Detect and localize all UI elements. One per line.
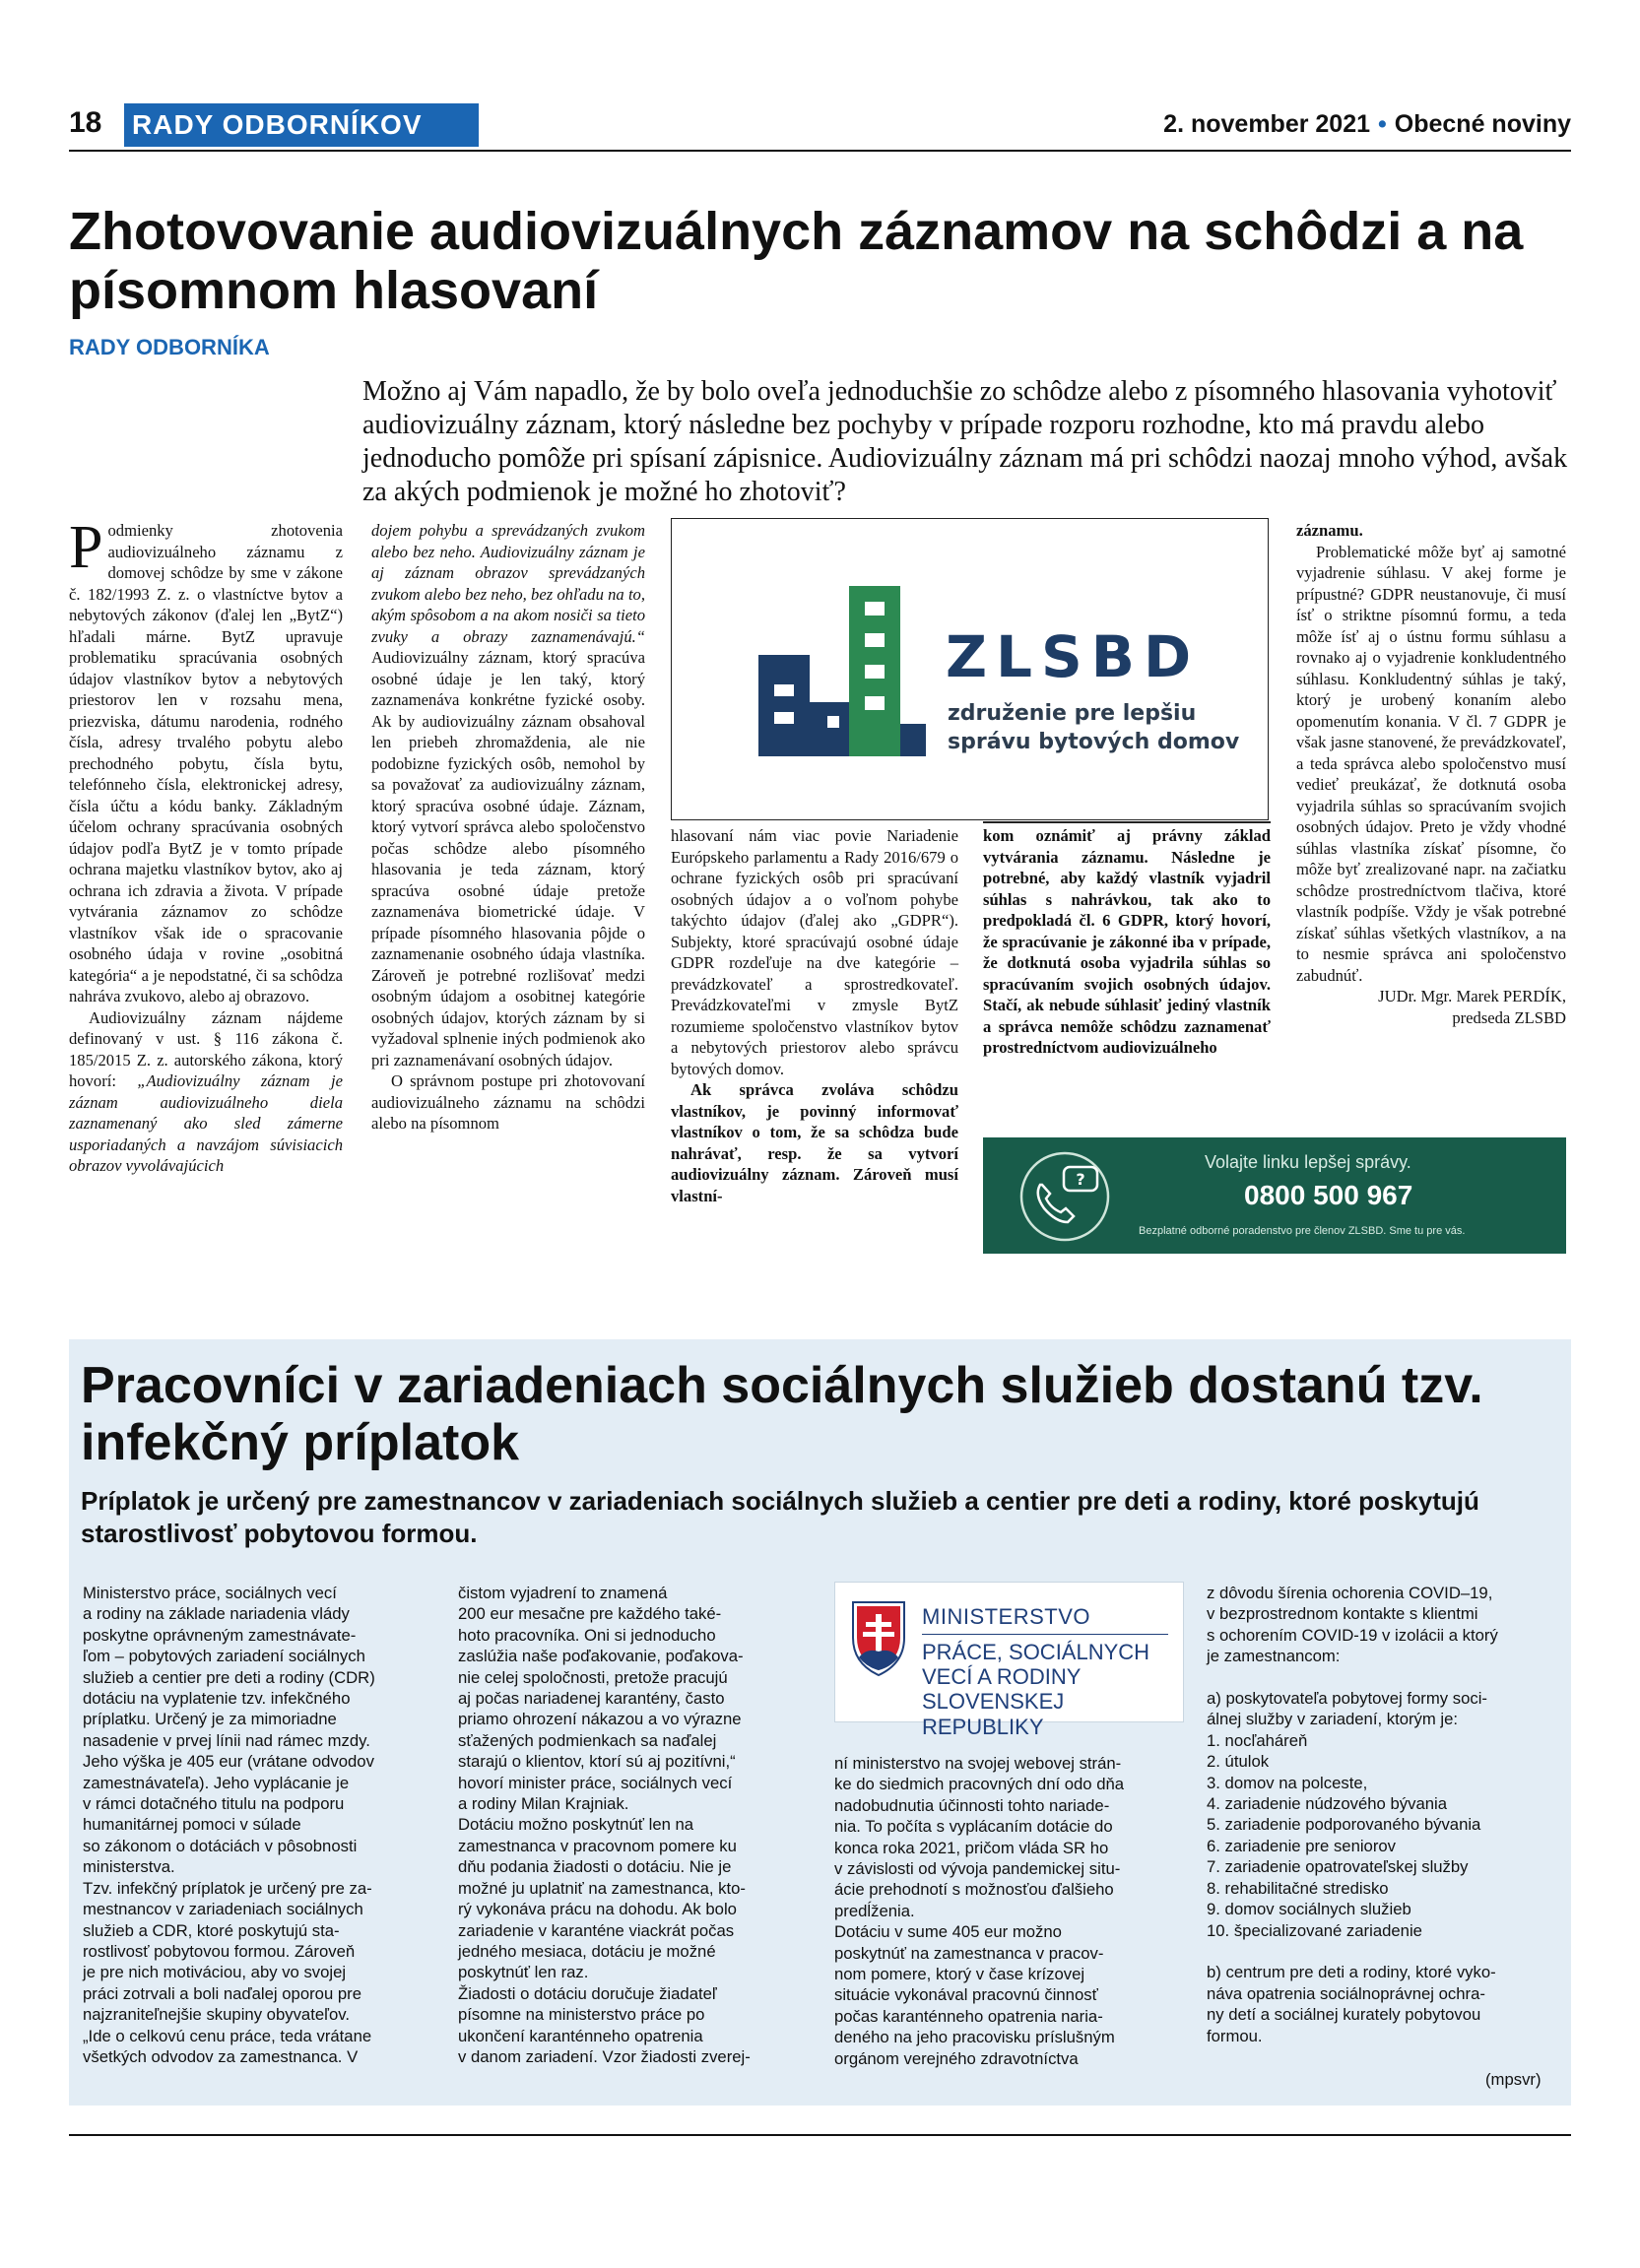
zlsbd-logo-line2: správu bytových domov: [948, 730, 1240, 754]
paragraph: Audiovizuálny záznam nájdeme definovaný v ust. § 116 zákona č. 185/2015 Z. z. autorského zákona, ktorý hovorí:: [69, 1007, 343, 1090]
paragraph: Problematické môže byť aj samotné vyjadrenie súhlasu. V akej forme je prípustné? GDPR neustanovuje, či musí ísť o striktne písomnú formu, a teda môže ísť aj o ústnu formu súhlasu a rovnako aj o vyjadrenie konkludentného súhlasu. Konkludentný súhlas je taký, ktorý je urobený konaním alebo opomenutím konania. V čl. 7 GDPR je však jasne stanovené, že prevádzkovateľ, a teda správca alebo spoločenstvo musí vedieť preukázať, že dotknutá osoba vyjadrila súhlas so spracúvaním svojich osobných údajov. Preto je vždy vhodné súhlas vlastníka získať písomne, čo môže byť zrealizované napr. na začiatku schôdze prostredníctvom tlačiva, ktoré vlastník podpíše. Vždy je však potrebné získať súhlas všetkých vlastníkov, a na to nesmie správca ani spoločenstvo zabudnúť.: [1296, 542, 1566, 985]
article1-column-2: [371, 520, 645, 1134]
separator-dot: •: [1378, 110, 1387, 138]
bottom-rule: [69, 2134, 1571, 2136]
header-rule: [69, 150, 1571, 152]
page-number: 18: [69, 106, 102, 139]
publication-name: Obecné noviny: [1394, 110, 1571, 138]
article1-kicker: RADY ODBORNÍKA: [69, 335, 270, 359]
ministry-logo: [834, 1582, 1184, 1739]
article1-column-1: [69, 514, 343, 1177]
dropcap: P: [69, 514, 103, 581]
ministry-logo-line1: MINISTERSTVO: [922, 1604, 1091, 1629]
article2-lead: Príplatok je určený pre zamestnancov v zariadeniach sociálnych služieb a centier pre deti a rodiny, ktoré poskytujú starostlivosť pobytovou formou.: [81, 1486, 1479, 1548]
article2-source: (mpsvr): [1485, 2070, 1542, 2089]
article1-column-3: [671, 825, 958, 1206]
ministry-logo-line4: SLOVENSKEJ REPUBLIKY: [922, 1689, 1065, 1739]
paragraph: hlasovaní nám viac povie Nariadenie Európskeho parlamentu a Rady 2016/679 o ochrane fyzických osôb pri spracúvaní osobných údajov a o voľnom pohybe takýchto údajov (ďalej ako „GDPR“). Subjekty, ktoré spracúvajú osobné údaje GDPR rozdeľuje na dve kategórie – prevádzkovateľ a sprostredkovateľ. Prevádzkovateľmi v zmysle BytZ rozumieme spoločenstvo vlastníkov bytov a nebytových priestorov alebo správcu bytových domov.: [671, 826, 958, 1078]
hotline-note: Bezplatné odborné poradenstvo pre členov ZLSBD. Sme tu pre vás.: [1139, 1225, 1466, 1237]
ministry-logo-line2: PRÁCE, SOCIÁLNYCH: [922, 1640, 1150, 1664]
article1-title: Zhotovovanie audiovizuálnych záznamov na schôdzi a na písomnom hlasovaní: [69, 202, 1524, 320]
paragraph: Audiovizuálny záznam, ktorý spracúva osobné údaje je len taký, ktorý zaznamenáva konkrétne fyzické osoby. Ak by audiovizuálny záznam obsahoval len priebeh zhromaždenia, ale nie podobizne fyzických osôb, nemohol by sa považovať za audiovizuálny záznam, ktorý spracúva osobné údaje. Záznam, ktorý vytvorí správca alebo spoločenstvo počas schôdze alebo písomného hlasovania je teda záznam, ktorý spracúva osobné údaje pretože zaznamenáva biometrické údaje. V prípade písomného hlasovania pôjde o zaznamenanie osobného údaja vlastníka. Zároveň je potrebné rozlišovať medzi osobným údajom a osobitnej kategórie osobných údajov, ktorých záznam by si vyžadoval splnenie iných podmienok ako pri zaznamenávaní osobných údajov.: [371, 648, 645, 1069]
zlsbd-logo-name: ZLSBD: [946, 623, 1201, 690]
bold-paragraph: záznamu.: [1296, 521, 1363, 540]
zlsbd-logo: [671, 518, 1269, 820]
quote: „Audiovizuálny záznam je záznam audiovizuálneho diela zaznamenaný ako sled zámerne usporiadaných a navzájom súvisiacich obrazov vyvolávajúcich: [69, 1071, 343, 1175]
article2-column-3: ní ministerstvo na svojej webovej strán- ke do siedmich pracovných dní odo dňa nadobudnutia účinnosti tohto nariade- nia. To počíta s vyplácaním dotácie do konca roka 2021, pričom vláda SR ho v závislosti od vývoja pandemickej situ- ácie prehodnotí s možnosťou ďalšieho predĺženia. Dotáciu v sume 405 eur možno poskytnúť na zamestnanca v pracov- nom pomere, ktorý v čase krízovej situácie vykonával pracovnú činnosť počas karanténneho opatrenia naria- deného na jeho pracovisku príslušným orgánom verejného zdravotníctva: [834, 1754, 1125, 2068]
issue-info: [1163, 110, 1571, 139]
issue-date: 2. november 2021: [1163, 110, 1371, 138]
article2-column-4: z dôvodu šírenia ochorenia COVID–19, v bezprostrednom kontakte s klientmi s ochorením COVID-19 v izolácii a ktorý je zamestnancom: a) poskytovateľa pobytovej formy soci- álnej služby v zariadení, ktorým je: 1. nocľaháreň 2. útulok 3. domov na polceste, 4. zariadenie núdzového bývania 5. zariadenie podporovaného bývania 6. zariadenie pre seniorov 7. zariadenie opatrovateľskej služby 8. rehabilitačné stredisko 9. domov sociálnych služieb 10. špecializované zariadenie b) centrum pre deti a rodiny, ktoré vyko- náva opatrenia sociálnoprávnej ochra- ny detí a sociálnej kurately pobytovou formou.: [1207, 1584, 1498, 2045]
quote: dojem pohybu a sprevádzaných zvukom alebo bez neho. Audiovizuálny záznam je aj záznam obrazov sprevádzaných zvukom alebo bez neho, bez ohľadu na to, akým spôsobom a na akom nosiči sa tieto zvuky a obrazy zaznamenávajú.“: [371, 521, 645, 646]
article1-column-4: [983, 825, 1271, 1059]
bold-paragraph: kom oznámiť aj právny základ vytvárania záznamu. Následne je potrebné, aby každý vlastník vyjadril súhlas s nahrávkou, tak ako to predpokladá čl. 6 GDPR, ktorý hovorí, že spracúvanie je zákonné iba v prípade, že dotknutá osoba vyjadrila súhlas so spracúvaním svojich osobných údajov. Stačí, ak nebude súhlasiť jediný vlastník a správca nemôže schôdzu zaznamenať prostredníctvom audiovizuálneho: [983, 826, 1271, 1057]
bold-paragraph: Ak správca zvoláva schôdzu vlastníkov, je povinný informovať vlastníkov o tom, že sa schôdza bude nahrávať, resp. že sa vytvorí audiovizuálny záznam. Zároveň musí vlastní-: [671, 1080, 958, 1205]
ministry-logo-line3: VECÍ A RODINY: [922, 1664, 1082, 1689]
slovak-coat-of-arms-icon: [849, 1600, 908, 1677]
article2-title: Pracovníci v zariadeniach sociálnych služieb dostanú tzv. infekčný príplatok: [81, 1357, 1483, 1471]
column-rule: [983, 821, 1271, 823]
hotline-tagline: Volajte linku lepšej správy.: [1205, 1152, 1411, 1172]
article1-lead: Možno aj Vám napadlo, že by bolo oveľa jednoduchšie zo schôdze alebo z písomného hlasovania vyhotoviť audiovizuálny záznam, ktorý následne bez pochyby v prípade rozporu rozhodne, kto má pravdu alebo jednoducho pomôže pri spísaní zápisnice. Audiovizuálny záznam má pri schôdzi naozaj mnoho výhod, avšak za akých podmienok je možné ho zhotoviť?: [362, 376, 1568, 507]
article1-column-5: [1296, 520, 1566, 1028]
zlsbd-logo-line1: združenie pre lepšiu: [948, 701, 1197, 726]
hotline-banner: [983, 1137, 1566, 1254]
section-label: RADY ODBORNÍKOV: [124, 103, 479, 147]
author-role: predseda ZLSBD: [1452, 1007, 1566, 1027]
article2-column-2: čistom vyjadrení to znamená 200 eur mesačne pre každého také- hoto pracovníka. Oni si jednoducho zaslúžia naše poďakovanie, poďakova- nie celej spoločnosti, pretože pracujú aj počas nariadenej karantény, často priamo ohrození nákazou a vo výrazne sťažených podmienkach sa naďalej starajú o klientov, ktorí sú aj pozitívni,“ hovorí minister práce, sociálnych vecí a rodiny Milan Krajniak. Dotáciu možno poskytnúť len na zamestnanca v pracovnom pomere ku dňu podania žiadosti o dotáciu. Nie je možné ju uplatniť na zamestnanca, kto- rý vykonáva prácu na dohodu. Ak bolo zariadenie v karanténe viackrát počas jedného mesiaca, dotáciu je možné poskytnúť len raz. Žiadosti o dotáciu doručuje žiadateľ písomne na ministerstvo práce po ukončení karanténneho opatrenia v danom zariadení. Vzor žiadosti zverej-: [458, 1584, 751, 2066]
article2-column-1: Ministerstvo práce, sociálnych vecí a rodiny na základe nariadenia vlády poskytne oprávneným zamestnávate- ľom – pobytových zariadení sociálnych služieb a centier pre deti a rodiny (CDR) dotáciu na vyplatenie tzv. infekčného príplatku. Určený je za mimoriadne nasadenie v prvej línii nad rámec mzdy. Jeho výška je 405 eur (vrátane odvodov zamestnávateľa). Jeho vyplácanie je v rámci dotačného titulu na podporu humanitárnej pomoci v súlade so zákonom o dotáciách v pôsobnosti ministerstva. Tzv. infekčný príplatok je určený pre za- mestnancov v zariadeniach sociálnych služieb a CDR, ktoré poskytujú sta- rostlivosť pobytovou formou. Zároveň je pre nich motiváciou, aby vo svojej práci zotrvali a boli naďalej oporou pre najzraniteľnejšie skupiny obyvateľov. „Ide o celkovú cenu práce, teda vrátane všetkých odvodov za zamestnanca. V: [83, 1584, 375, 2066]
svg-text:?: ?: [1076, 1170, 1085, 1189]
hotline-phone: 0800 500 967: [1244, 1180, 1413, 1210]
paragraph: odmienky zhotovenia audiovizuálneho záznamu z domovej schôdze by sme v zákone č. 182/1993 Z. z. o vlastníctve bytov a nebytových zákonov (ďalej len „BytZ“) hľadali márne. BytZ upravuje problematiku spracúvania osobných údajov vlastníkov bytov a nebytových priestorov len v rozsahu mena, priezviska, dátumu narodenia, rodného čísla, adresy trvalého pobytu alebo prechodného pobytu, čísla bytu, telefónneho čísla, elektronickej adresy, čísla účtu a kódu banky. Základným účelom ochrany spracúvania osobných údajov podľa BytZ je v tomto prípade ochrana majetku vlastníkov bytov, ako aj ochrana ich zdravia a života. V prípade vytvárania záznamov zo schôdze vlastníkov však ide o spracovanie osobného údaja v rovine „osobitná kategória“ a je nepodstatné, či sa schôdza nahráva zvukovo, alebo aj obrazovo.: [69, 521, 343, 1005]
ministry-logo-divider: [922, 1634, 1168, 1635]
author: JUDr. Mgr. Marek PERDÍK,: [1378, 987, 1566, 1005]
phone-chat-icon: [1001, 1137, 1129, 1254]
paragraph: O správnom postupe pri zhotovovaní audiovizuálneho záznamu na schôdzi alebo na písomnom: [371, 1071, 645, 1133]
